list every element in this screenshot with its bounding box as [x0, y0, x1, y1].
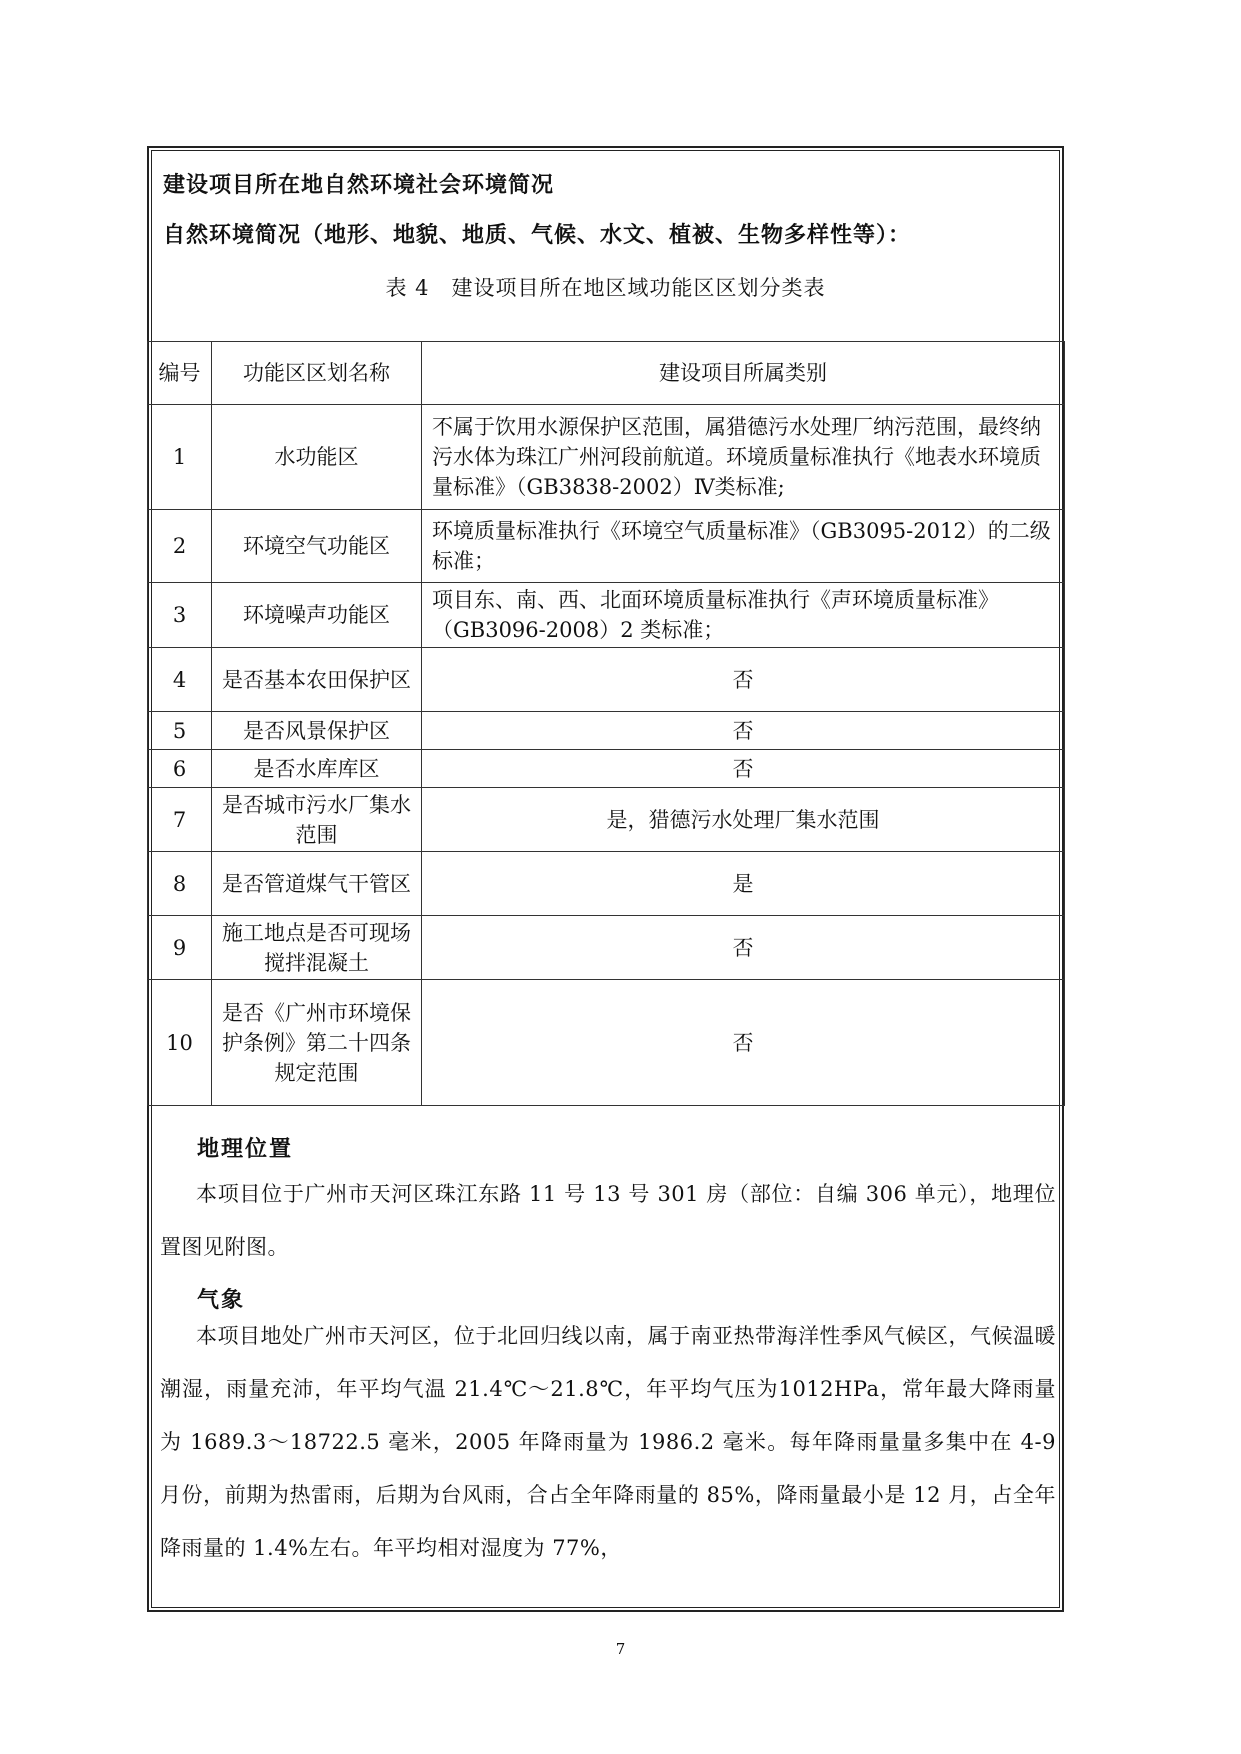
table-caption: 表 4 建设项目所在地区域功能区区划分类表 — [385, 276, 826, 300]
row-zone-name: 是否城市污水厂集水范围 — [212, 788, 422, 852]
row-category: 不属于饮用水源保护区范围，属猎德污水处理厂纳污范围，最终纳污水体为珠江广州河段前航道。环境质量标准执行《地表水环境质量标准》（GB3838-2002）Ⅳ类标准; — [422, 405, 1065, 510]
row-number: 7 — [148, 788, 212, 852]
page-number: 7 — [615, 1640, 626, 1658]
section-title: 建设项目所在地自然环境社会环境简况 — [163, 173, 555, 198]
table-row — [148, 583, 1065, 648]
row-number: 5 — [148, 712, 212, 750]
row-number: 8 — [148, 852, 212, 916]
climate-heading: 气象 — [197, 1288, 246, 1313]
row-zone-name: 施工地点是否可现场搅拌混凝土 — [212, 916, 422, 980]
row-number: 2 — [148, 510, 212, 583]
zone-classification-table — [147, 341, 1065, 1106]
row-zone-name: 是否管道煤气干管区 — [212, 852, 422, 916]
table-row — [148, 405, 1065, 510]
row-category: 是 — [422, 852, 1065, 916]
row-number: 3 — [148, 583, 212, 648]
header-zone-name: 功能区区划名称 — [212, 342, 422, 405]
table-row — [148, 852, 1065, 916]
header-number: 编号 — [148, 342, 212, 405]
table-row — [148, 510, 1065, 583]
row-number: 4 — [148, 648, 212, 712]
table-row — [148, 648, 1065, 712]
header-category: 建设项目所属类别 — [422, 342, 1065, 405]
table-row — [148, 980, 1065, 1106]
row-category: 是，猎德污水处理厂集水范围 — [422, 788, 1065, 852]
table-row — [148, 750, 1065, 788]
row-number: 1 — [148, 405, 212, 510]
row-category: 否 — [422, 980, 1065, 1106]
row-zone-name: 是否水库库区 — [212, 750, 422, 788]
row-category: 否 — [422, 648, 1065, 712]
climate-paragraph: 本项目地处广州市天河区，位于北回归线以南，属于南亚热带海洋性季风气候区，气候温暖潮湿，雨量充沛，年平均气温 21.4℃～21.8℃，年平均气压为1012HPa，常年最大降雨量为 1689.3～18722.5 毫米，2005 年降雨量为 1986.2 毫米。每年降雨量量多集中在 4-9 月份，前期为热雷雨，后期为台风雨，合占全年降雨量的 85%，降雨量最小是 12 月，占全年降雨量的 1.4%左右。年平均相对湿度为 77%， — [160, 1324, 1056, 1560]
row-number: 10 — [148, 980, 212, 1106]
geo-paragraph: 本项目位于广州市天河区珠江东路 11 号 13 号 301 房（部位：自编 306 单元），地理位置图见附图。 — [160, 1182, 1056, 1259]
row-category: 否 — [422, 916, 1065, 980]
row-zone-name: 是否基本农田保护区 — [212, 648, 422, 712]
row-zone-name: 水功能区 — [212, 405, 422, 510]
row-category: 项目东、南、西、北面环境质量标准执行《声环境质量标准》（GB3096-2008）2 类标准； — [422, 583, 1065, 648]
geo-heading: 地理位置 — [197, 1137, 294, 1162]
row-number: 9 — [148, 916, 212, 980]
row-number: 6 — [148, 750, 212, 788]
row-zone-name: 是否《广州市环境保护条例》第二十四条规定范围 — [212, 980, 422, 1106]
row-zone-name: 环境噪声功能区 — [212, 583, 422, 648]
row-category: 否 — [422, 750, 1065, 788]
table-row — [148, 788, 1065, 852]
row-category: 环境质量标准执行《环境空气质量标准》（GB3095-2012）的二级标准； — [422, 510, 1065, 583]
table-header-row — [148, 342, 1065, 405]
row-zone-name: 是否风景保护区 — [212, 712, 422, 750]
subsection-title: 自然环境简况（地形、地貌、地质、气候、水文、植被、生物多样性等）： — [163, 223, 912, 248]
table-row — [148, 916, 1065, 980]
table-row — [148, 712, 1065, 750]
row-category: 否 — [422, 712, 1065, 750]
row-zone-name: 环境空气功能区 — [212, 510, 422, 583]
